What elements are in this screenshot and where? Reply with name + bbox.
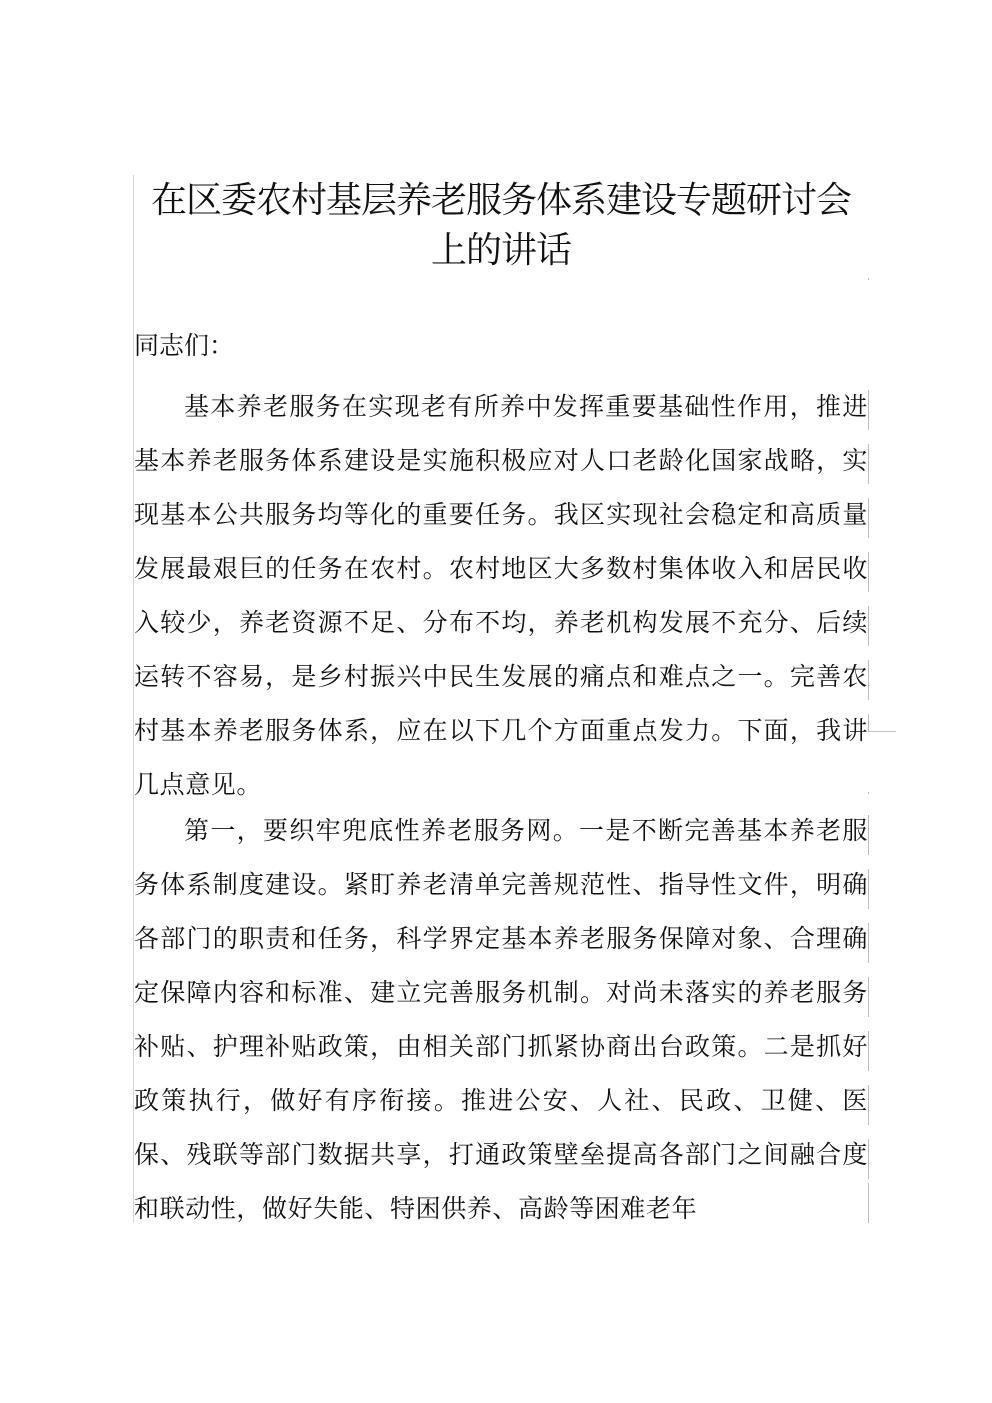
paragraph-end-marker <box>868 731 896 732</box>
line-end-marker <box>868 792 869 794</box>
document-title: 在区委农村基层养老服务体系建设专题研讨会上的讲话 <box>150 180 851 271</box>
body-paragraph: 基本养老服务在实现老有所养中发挥重要基础性作用，推进基本养老服务体系建设是实施积极应对人口老龄化国家战略，实现基本公共服务均等化的重要任务。我区实现社会稳定和高质量发展最艰巨的任务在农村。农村地区大多数村集体收入和居民收入较少，养老资源不足、分布不均，养老机构发展不充分、后续运转不容易，是乡村振兴中民生发展的痛点和难点之一。完善农村基本养老服务体系，应在以下几个方面重点发力。下面，我讲几点意见。 <box>134 392 868 799</box>
line-end-marker <box>868 815 869 855</box>
line-end-marker <box>868 1139 869 1179</box>
line-end-marker <box>868 714 869 732</box>
text-area-right-guide <box>868 278 869 280</box>
line-end-marker <box>868 977 869 1017</box>
body-paragraph: 第一，要织牢兜底性养老服务网。一是不断完善基本养老服务体系制度建设。紧盯养老清单完善规范性、指导性文件，明确各部门的职责和任务，科学界定基本养老服务保障对象、合理确定保障内容和标准、建立完善服务机制。对尚未落实的养老服务补贴、护理补贴政策，由相关部门抓紧协商出台政策。二是抓好政策执行，做好有序衔接。推进公安、人社、民政、卫健、医保、残联等部门数据共享，打通政策壁垒提高各部门之间融合度和联动性，做好失能、特困供养、高龄等困难老年 <box>134 816 868 1223</box>
line-end-marker <box>868 390 869 430</box>
salutation: 同志们： <box>134 331 235 360</box>
line-end-marker <box>868 606 869 646</box>
line-end-marker <box>868 1031 869 1071</box>
line-end-marker <box>868 552 869 592</box>
line-end-marker <box>868 660 869 700</box>
line-end-marker <box>868 923 869 963</box>
line-end-marker <box>868 1183 869 1223</box>
line-end-marker <box>868 869 869 909</box>
line-end-marker <box>868 1085 869 1125</box>
line-end-marker <box>868 444 869 484</box>
line-end-marker <box>868 498 869 538</box>
